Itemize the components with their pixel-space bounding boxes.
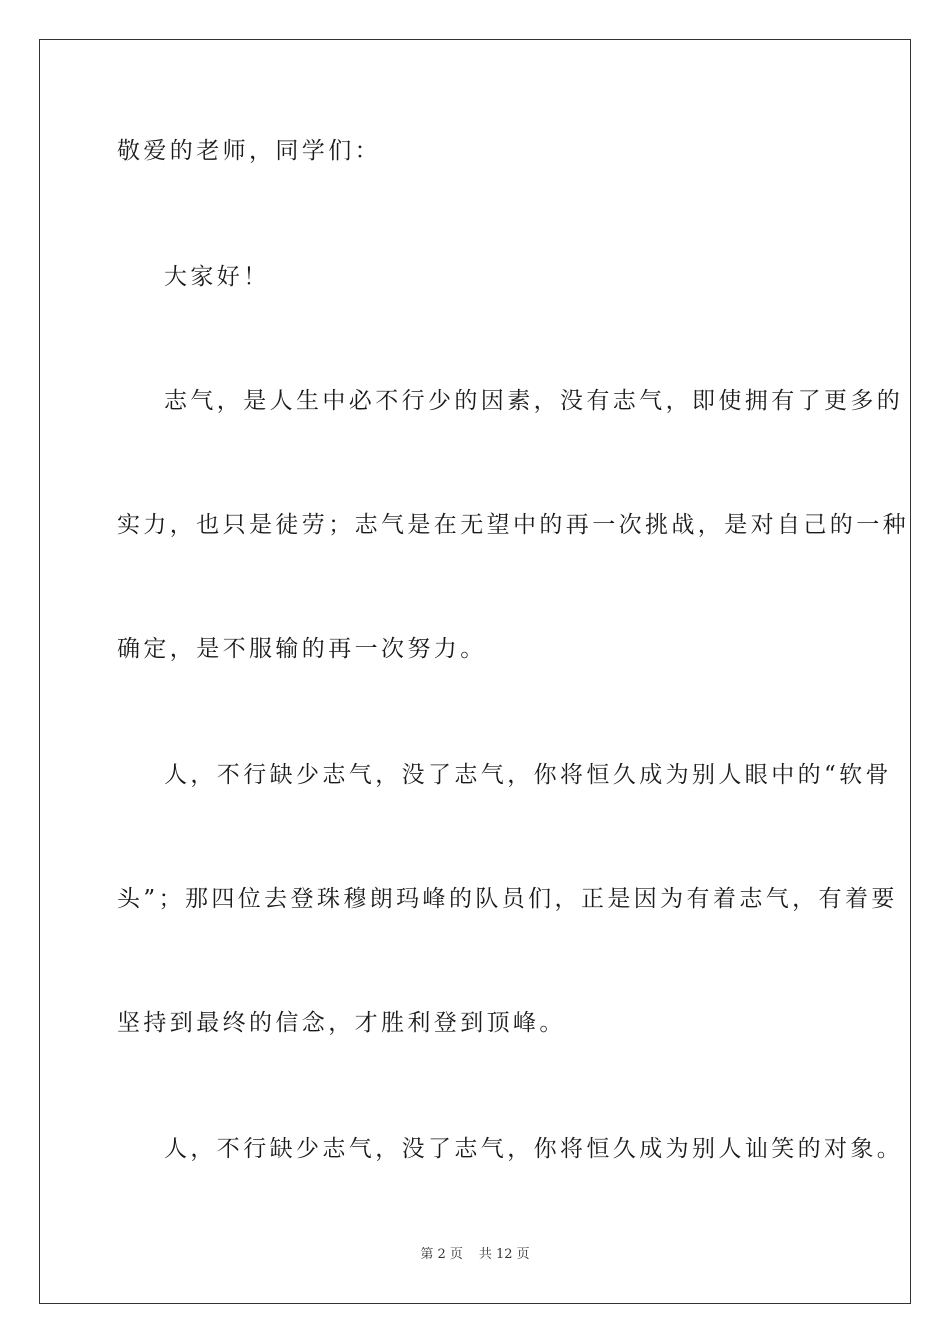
page-frame	[39, 39, 911, 1304]
page-footer	[0, 1247, 950, 1263]
paragraph-2-line-1: 人，不行缺少志气，没了志气，你将恒久成为别人眼中的“软骨	[164, 762, 892, 788]
salutation-line: 敬爱的老师，同学们：	[117, 138, 381, 164]
paragraph-1-line-3: 确定，是不服输的再一次努力。	[117, 636, 487, 662]
page-number: 第 2 页	[420, 1247, 463, 1262]
paragraph-2-line-3: 坚持到最终的信念，才胜利登到顶峰。	[117, 1010, 566, 1036]
page-total: 共 12 页	[478, 1247, 530, 1262]
greeting-line: 大家好！	[164, 264, 270, 290]
paragraph-1-line-1: 志气，是人生中必不行少的因素，没有志气，即使拥有了更多的	[164, 388, 904, 414]
paragraph-3-line-1: 人，不行缺少志气，没了志气，你将恒久成为别人讪笑的对象。	[164, 1136, 904, 1162]
paragraph-2-line-2: 头”；那四位去登珠穆朗玛峰的队员们，正是因为有着志气，有着要	[117, 886, 898, 912]
paragraph-1-line-2: 实力，也只是徒劳；志气是在无望中的再一次挑战，是对自己的一种	[117, 512, 909, 538]
